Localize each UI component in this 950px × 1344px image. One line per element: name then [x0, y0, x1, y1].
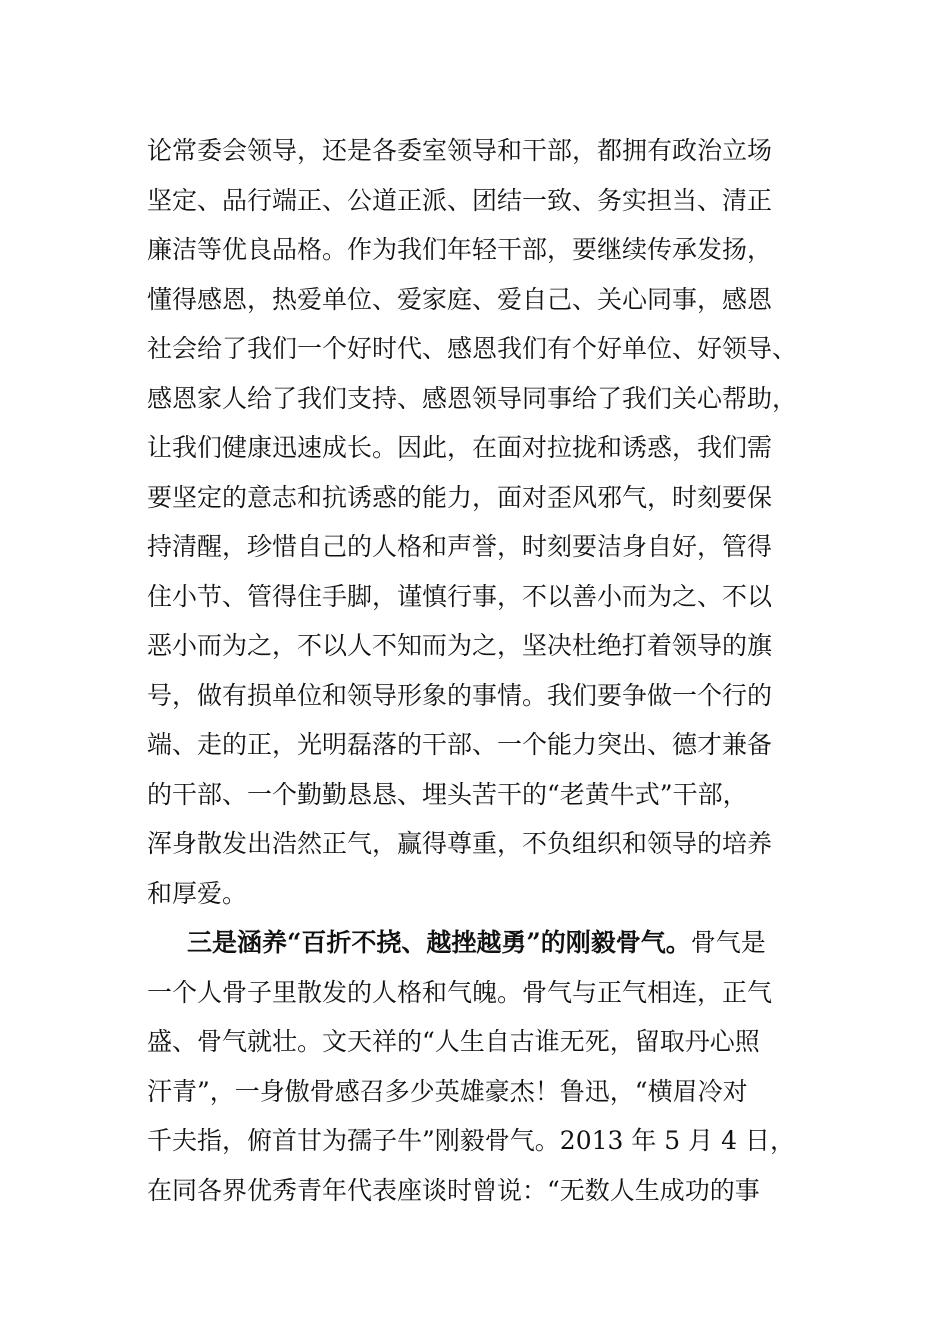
text-line: 要坚定的意志和抗诱惑的能力，面对歪风邪气，时刻要保	[147, 482, 773, 512]
text-line: 住小节、管得住手脚，谨慎行事，不以善小而为之、不以	[147, 581, 773, 611]
text-line: 恶小而为之，不以人不知而为之，坚决杜绝打着领导的旗	[147, 631, 773, 660]
text-line: 论常委会领导，还是各委室领导和干部，都拥有政治立场	[147, 136, 773, 165]
text-line: 汗青”，一身傲骨感召多少英雄豪杰！鲁迅，“横眉冷对	[147, 1076, 748, 1106]
text-line: 千夫指，俯首甘为孺子牛”刚毅骨气。2013 年 5 月 4 日，	[147, 1126, 795, 1155]
text-line: 坚定、品行端正、公道正派、团结一致、务实担当、清正	[147, 185, 773, 215]
text-line: 盛、骨气就壮。文天祥的“人生自古谁无死，留取丹心照	[147, 1027, 760, 1056]
text-line: 让我们健康迅速成长。因此，在面对拉拢和诱惑，我们需	[147, 433, 773, 462]
text-line: 廉洁等优良品格。作为我们年轻干部，要继续传承发扬，	[147, 235, 773, 264]
text-line: 懂得感恩，热爱单位、爱家庭、爱自己、关心同事，感恩	[147, 284, 773, 314]
text-line: 在同各界优秀青年代表座谈时曾说：“无数人生成功的事	[147, 1175, 760, 1205]
text-line: 感恩家人给了我们支持、感恩领导同事给了我们关心帮助，	[147, 383, 798, 413]
heading-continuation: 骨气是	[690, 928, 766, 957]
text-line: 号，做有损单位和领导形象的事情。我们要争做一个行的	[147, 680, 773, 710]
text-line: 端、走的正，光明磊落的干部、一个能力突出、德才兼备	[147, 730, 773, 759]
text-line: 和厚爱。	[147, 878, 248, 908]
body-text	[147, 126, 807, 1215]
text-line: 持清醒，珍惜自己的人格和声誉，时刻要洁身自好，管得	[147, 532, 773, 561]
text-line: 浑身散发出浩然正气，赢得尊重，不负组织和领导的培养	[147, 829, 773, 858]
text-line: 一个人骨子里散发的人格和气魄。骨气与正气相连，正气	[147, 977, 773, 1007]
section-heading-line	[147, 918, 807, 968]
text-line: 的干部、一个勤勤恳恳、埋头苦干的“老黄牛式”干部，	[147, 779, 748, 809]
section-heading: 三是涵养“百折不挠、越挫越勇”的刚毅骨气。	[187, 928, 691, 957]
text-line: 社会给了我们一个好时代、感恩我们有个好单位、好领导、	[147, 334, 798, 363]
